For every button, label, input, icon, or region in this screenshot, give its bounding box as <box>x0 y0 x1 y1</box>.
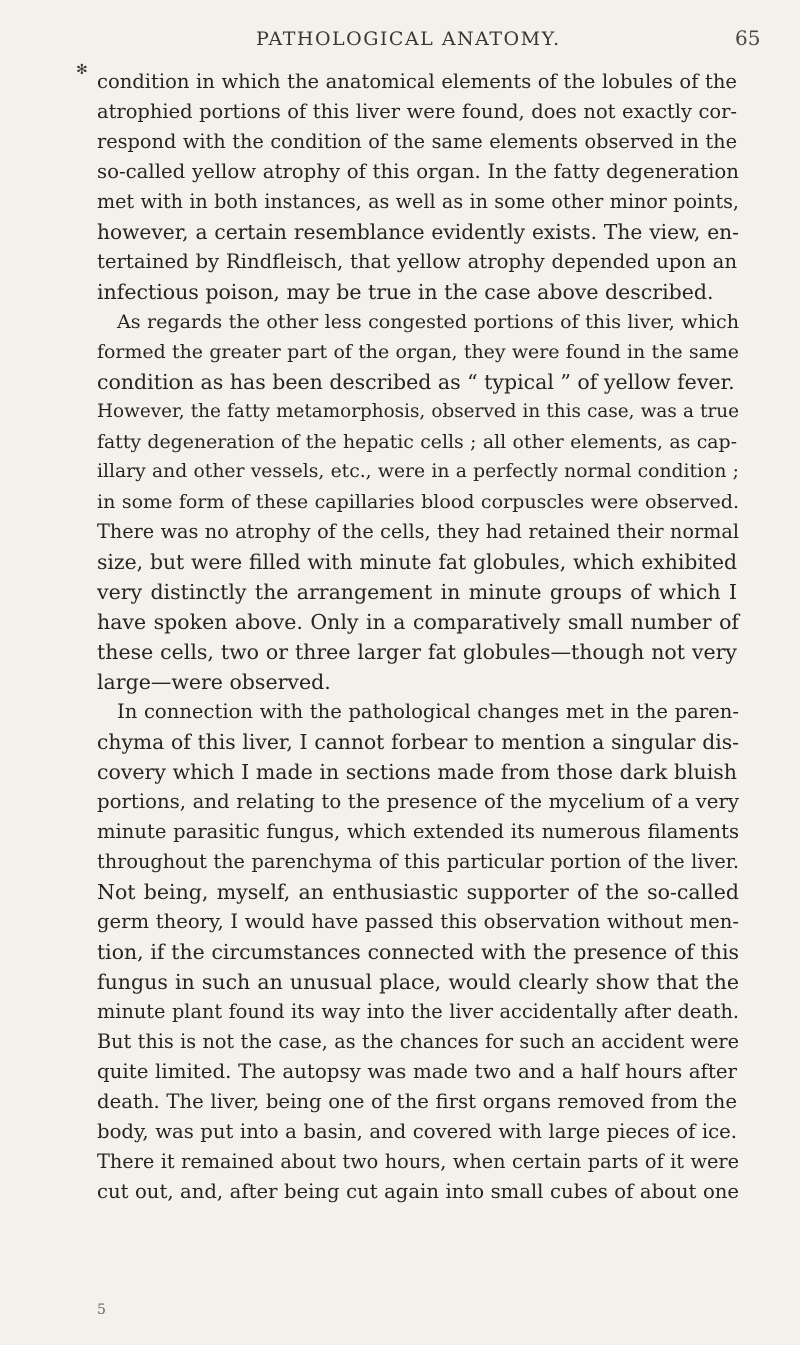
signature-mark: 5 <box>97 1302 106 1318</box>
text-line: minute plant found its way into the liver accidentally after death. <box>97 1000 739 1023</box>
text-line: very distinctly the arrangement in minute groups of which I <box>97 580 737 604</box>
text-line: have spoken above. Only in a comparatively small number of <box>97 610 739 634</box>
text-line: fatty degeneration of the hepatic cells ; all other elements, as cap- <box>97 431 737 453</box>
text-line: throughout the parenchyma of this particular portion of the liver. <box>97 850 739 873</box>
text-line: fungus in such an unusual place, would clearly show that the <box>97 970 739 994</box>
page-header <box>0 28 800 58</box>
text-line: portions, and relating to the presence of the mycelium of a very <box>97 790 739 813</box>
text-line: death. The liver, being one of the first organs removed from the <box>97 1090 737 1113</box>
text-line: formed the greater part of the organ, they were found in the same <box>97 341 739 363</box>
text-line: There was no atrophy of the cells, they had retained their normal <box>97 520 739 543</box>
text-line: respond with the condition of the same elements observed in the <box>97 130 737 153</box>
text-line: tion, if the circumstances connected with the presence of this <box>97 940 739 964</box>
text-line: covery which I made in sections made from those dark bluish <box>97 760 737 784</box>
text-line: cut out, and, after being cut again into small cubes of about one <box>97 1180 739 1203</box>
text-line: In connection with the pathological changes met in the paren- <box>117 700 739 723</box>
text-line: Not being, myself, an enthusiastic supporter of the so-called <box>97 880 739 904</box>
text-line: condition as has been described as “ typical ” of yellow fever. <box>97 370 735 394</box>
text-line: large—were observed. <box>97 670 331 694</box>
text-line: condition in which the anatomical elements of the lobules of the <box>97 70 737 93</box>
page-number: 65 <box>735 26 761 50</box>
text-line: quite limited. The autopsy was made two and a half hours after <box>97 1060 737 1083</box>
text-line: illary and other vessels, etc., were in a perfectly normal condition ; <box>97 461 739 482</box>
text-line: tertained by Rindfleisch, that yellow atrophy depended upon an <box>97 250 737 273</box>
text-line: these cells, two or three larger fat globules—though not very <box>97 640 737 664</box>
text-line: body, was put into a basin, and covered with large pieces of ice. <box>97 1120 737 1143</box>
text-line: infectious poison, may be true in the case above described. <box>97 280 714 304</box>
running-head: PATHOLOGICAL ANATOMY. <box>256 28 561 50</box>
text-line: chyma of this liver, I cannot forbear to mention a singular dis- <box>97 730 739 754</box>
text-line: size, but were filled with minute fat globules, which exhibited <box>97 550 737 574</box>
text-line: But this is not the case, as the chances for such an accident were <box>97 1030 739 1053</box>
text-line: As regards the other less congested portions of this liver, which <box>117 310 739 333</box>
text-line: atrophied portions of this liver were found, does not exactly cor- <box>97 100 737 123</box>
text-line: There it remained about two hours, when certain parts of it were <box>97 1150 739 1173</box>
text-line: in some form of these capillaries blood corpuscles were observed. <box>97 491 739 513</box>
text-line: however, a certain resemblance evidently exists. The view, en- <box>97 220 739 244</box>
text-line: germ theory, I would have passed this observation without men- <box>97 910 739 933</box>
text-line: minute parasitic fungus, which extended its numerous filaments <box>97 820 739 843</box>
text-line: However, the fatty metamorphosis, observed in this case, was a true <box>97 401 739 422</box>
text-line: so-called yellow atrophy of this organ. In the fatty degeneration <box>97 160 739 183</box>
text-line: met with in both instances, as well as in some other minor points, <box>97 190 739 213</box>
margin-mark: ✻ <box>76 62 88 78</box>
